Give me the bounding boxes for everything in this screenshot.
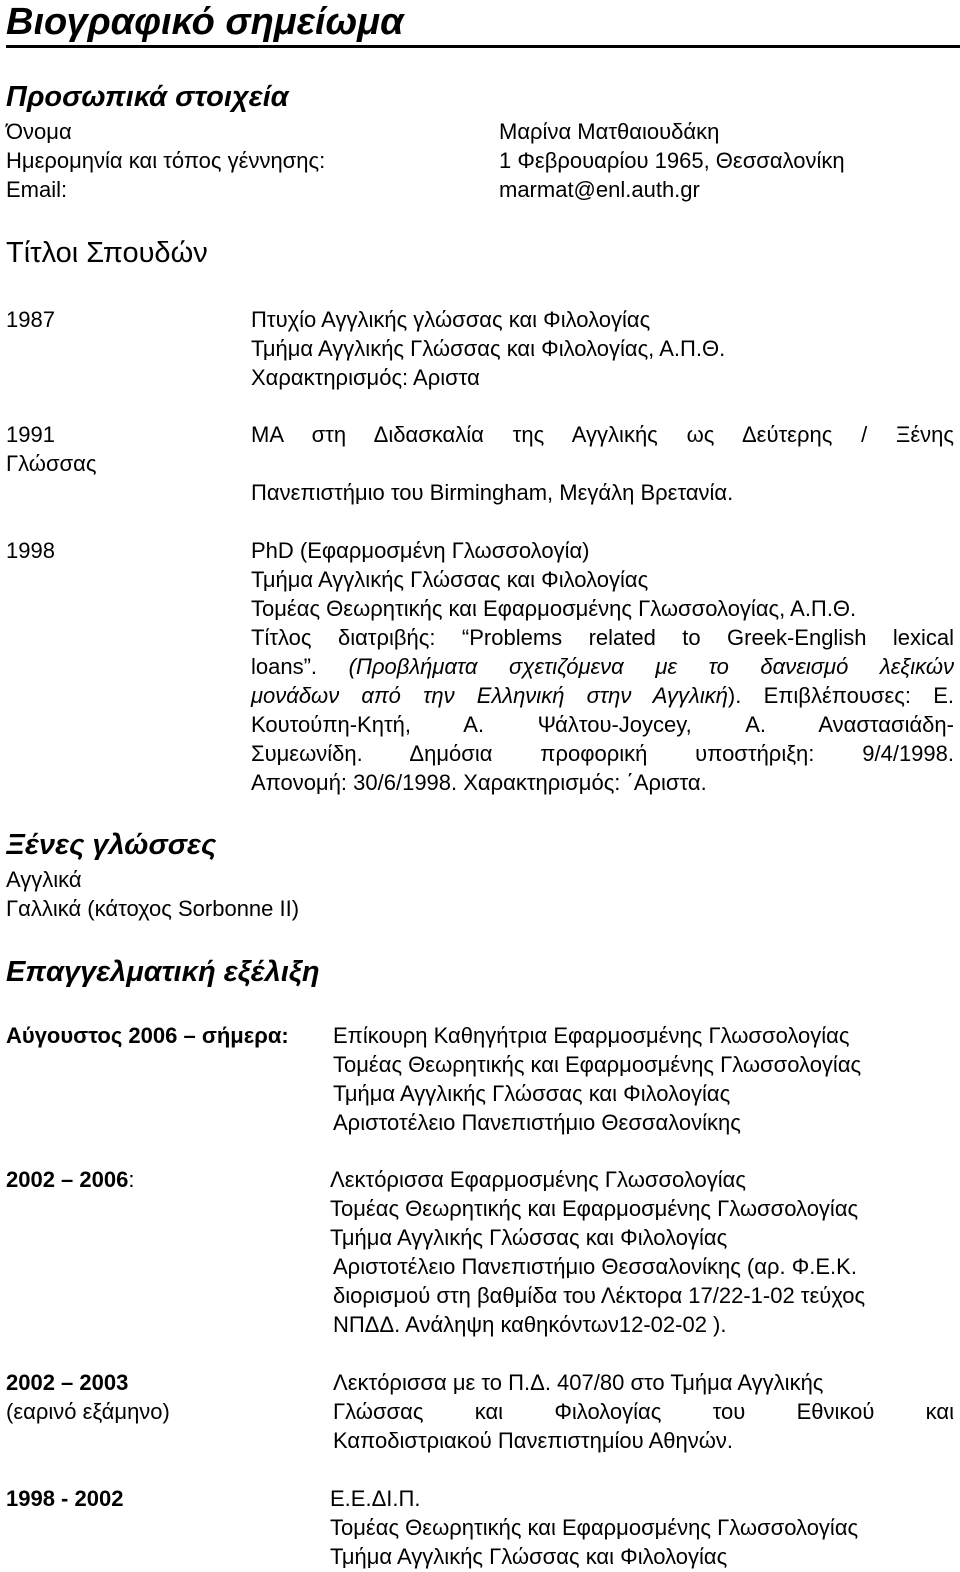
career-line: Αριστοτέλειο Πανεπιστήμιο Θεσσαλονίκης [333,1110,741,1135]
career-line: Τομέας Θεωρητικής και Εφαρμοσμένης Γλωσσολογίας [330,1515,859,1540]
career-line: Τμήμα Αγγλικής Γλώσσας και Φιλολογίας [333,1081,731,1106]
language-item: Γαλλικά (κάτοχος Sorbonne II) [6,896,300,921]
page-title: Βιογραφικό σημείωμα [6,0,960,48]
edu-1998-line: Τομέας Θεωρητικής και Εφαρμοσμένης Γλωσσολογίας, Α.Π.Θ. [251,596,857,621]
edu-1987-year: 1987 [6,307,55,332]
edu-1998-line: Τμήμα Αγγλικής Γλώσσας και Φιλολογίας [251,567,649,592]
edu-1987-line: Χαρακτηρισμός: Αριστα [251,365,480,390]
birth-value: 1 Φεβρουαρίου 1965, Θεσσαλονίκη [499,148,845,173]
career-line: Τμήμα Αγγλικής Γλώσσας και Φιλολογίας [330,1225,728,1250]
edu-1998-year: 1998 [6,538,55,563]
languages-heading: Ξένες γλώσσες [6,829,217,861]
edu-1998-line: μονάδων από την Ελληνική στην Αγγλική). Επιβλέπουσες: Ε. [251,683,954,708]
edu-1998-line: Τίτλος διατριβής: “Problems related to Greek-English lexical [251,625,954,650]
email-value[interactable]: marmat@enl.auth.gr [499,177,700,202]
career-line: διορισμού στη βαθμίδα του Λέκτορα 17/22-1-02 τεύχος [333,1283,866,1308]
career-line: Καποδιστριακού Πανεπιστημίου Αθηνών. [333,1428,734,1453]
career-period: 2002 – 2006: [6,1167,135,1192]
career-line: ΝΠΔΔ. Ανάληψη καθηκόντων12-02-02 ). [333,1312,727,1337]
language-item: Αγγλικά [6,867,82,892]
personal-heading: Προσωπικά στοιχεία [6,81,289,113]
career-line: Επίκουρη Καθηγήτρια Εφαρμοσμένης Γλωσσολογίας [333,1023,850,1048]
career-period: 1998 - 2002 [6,1486,124,1511]
name-label: Όνομα [6,119,72,144]
career-line: Τομέας Θεωρητικής και Εφαρμοσμένης Γλωσσολογίας [330,1196,859,1221]
career-line: Τομέας Θεωρητικής και Εφαρμοσμένης Γλωσσολογίας [333,1052,862,1077]
birth-label: Ημερομηνία και τόπος γέννησης: [6,148,326,173]
email-label: Email: [6,177,68,202]
career-line: Γλώσσας και Φιλολογίας του Εθνικού και [333,1399,954,1424]
career-line: Λεκτόρισσα Εφαρμοσμένης Γλωσσολογίας [330,1167,746,1192]
career-line: Αριστοτέλειο Πανεπιστήμιο Θεσσαλονίκης (αρ. Φ.Ε.Κ. [333,1254,857,1279]
career-heading: Επαγγελματική εξέλιξη [6,956,320,988]
edu-1991-line: Πανεπιστήμιο του Birmingham, Μεγάλη Βρετανία. [251,480,734,505]
edu-1998-line: loans”. (Προβλήματα σχετιζόμενα με το δανεισμό λεξικών [251,654,954,679]
edu-1998-line: PhD (Εφαρμοσμένη Γλωσσολογία) [251,538,590,563]
edu-1998-line: Κουτούπη-Κητή, Α. Ψάλτου-Joycey, Α. Αναστασιάδη- [251,712,954,737]
career-period: Αύγουστος 2006 – σήμερα: [6,1023,289,1048]
career-line: Λεκτόρισσα με το Π.Δ. 407/80 στο Τμήμα Αγγλικής [333,1370,824,1395]
education-heading: Τίτλοι Σπουδών [6,237,208,269]
edu-1991-wrap: Γλώσσας [6,451,97,476]
edu-1998-line: Συμεωνίδη. Δημόσια προφορική υποστήριξη: 9/4/1998. [251,741,954,766]
edu-1991-year: 1991 [6,422,55,447]
edu-1998-line: Απονομή: 30/6/1998. Χαρακτηρισμός: ΄Αριστα. [251,770,707,795]
name-value: Μαρίνα Ματθαιουδάκη [499,119,720,144]
career-period-sub: (εαρινό εξάμηνο) [6,1399,170,1424]
edu-1987-line: Πτυχίο Αγγλικής γλώσσας και Φιλολογίας [251,307,651,332]
career-line: Ε.Ε.ΔΙ.Π. [330,1486,421,1511]
edu-1987-line: Τμήμα Αγγλικής Γλώσσας και Φιλολογίας, Α.Π.Θ. [251,336,726,361]
career-period: 2002 – 2003 [6,1370,129,1395]
career-line: Τμήμα Αγγλικής Γλώσσας και Φιλολογίας [330,1544,728,1569]
edu-1991-line: ΜΑ στη Διδασκαλία της Αγγλικής ως Δεύτερης / Ξένης [251,422,954,447]
